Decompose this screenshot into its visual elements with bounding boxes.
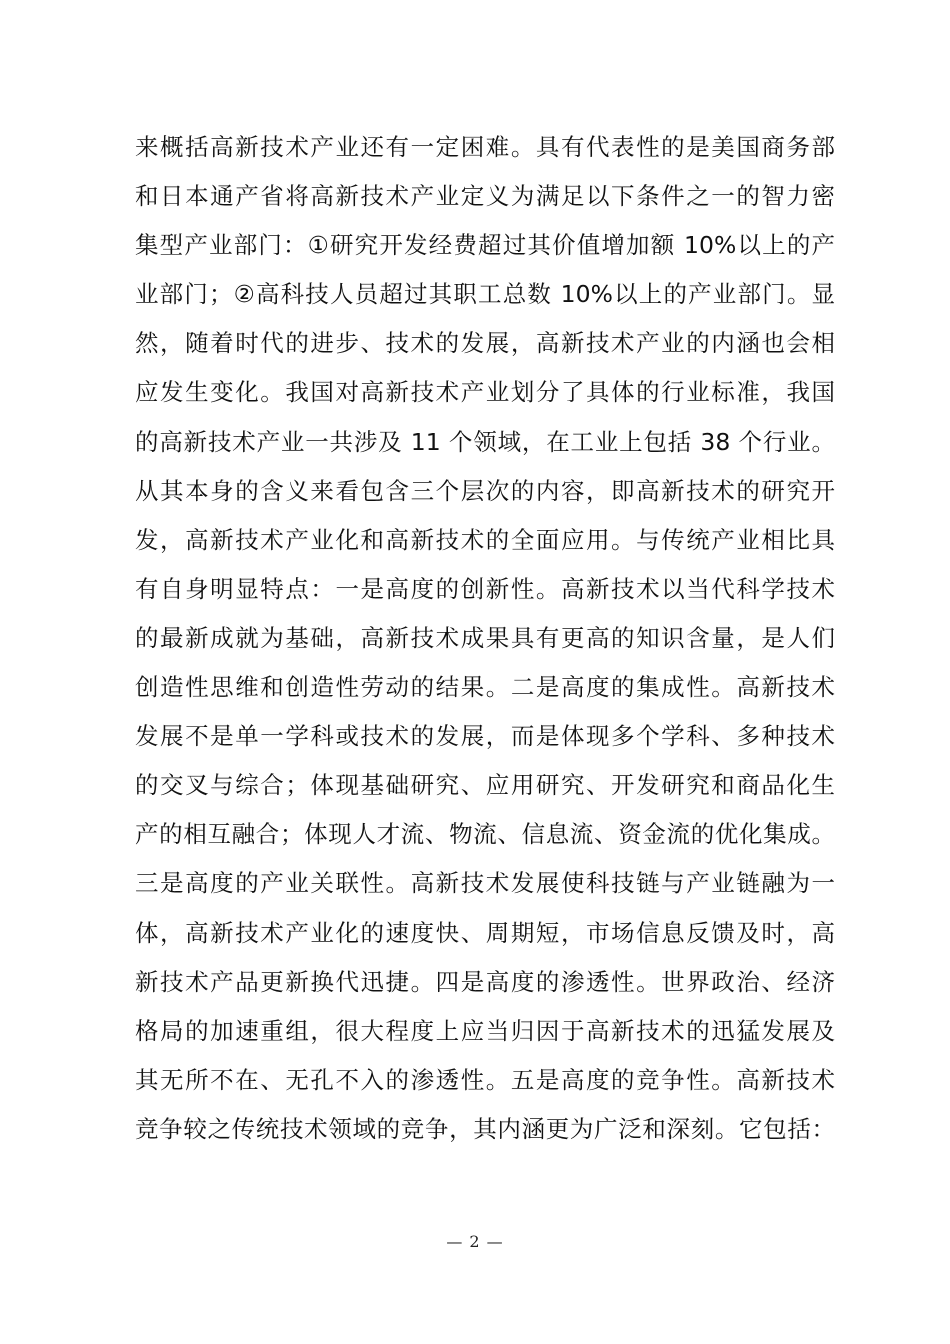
text-line-19: 格局的加速重组，很大程度上应当归因于高新技术的迅猛发展及 — [135, 1016, 835, 1045]
text-line-13: 发展不是单一学科或技术的发展，而是体现多个学科、多种技术 — [135, 722, 835, 751]
text-line-21: 竞争较之传统技术领域的竞争，其内涵更为广泛和深刻。它包括： — [135, 1114, 835, 1143]
text-line-18: 新技术产品更新换代迅捷。四是高度的渗透性。世界政治、经济 — [135, 967, 835, 996]
text-line-2: 和日本通产省将高新技术产业定义为满足以下条件之一的智力密 — [135, 182, 835, 211]
text-line-10: 有自身明显特点：一是高度的创新性。高新技术以当代科学技术 — [135, 574, 835, 603]
text-line-20: 其无所不在、无孔不入的渗透性。五是高度的竞争性。高新技术 — [135, 1065, 835, 1094]
text-line-9: 发，高新技术产业化和高新技术的全面应用。与传统产业相比具 — [135, 525, 835, 554]
text-line-6: 应发生变化。我国对高新技术产业划分了具体的行业标准，我国 — [135, 378, 835, 407]
text-line-11: 的最新成就为基础，高新技术成果具有更高的知识含量，是人们 — [135, 623, 835, 652]
text-line-16: 三是高度的产业关联性。高新技术发展使科技链与产业链融为一 — [135, 869, 835, 898]
page-number: — 2 — — [446, 1232, 504, 1251]
body-paragraph — [135, 123, 835, 1154]
text-line-7: 的高新技术产业一共涉及 11 个领域，在工业上包括 38 个行业。 — [135, 427, 835, 456]
text-line-12: 创造性思维和创造性劳动的结果。二是高度的集成性。高新技术 — [135, 673, 835, 702]
text-line-5: 然，随着时代的进步、技术的发展，高新技术产业的内涵也会相 — [135, 329, 835, 358]
text-line-8: 从其本身的含义来看包含三个层次的内容，即高新技术的研究开 — [135, 476, 835, 505]
text-line-17: 体，高新技术产业化的速度快、周期短，市场信息反馈及时，高 — [135, 918, 835, 947]
text-line-1: 来概括高新技术产业还有一定困难。具有代表性的是美国商务部 — [135, 133, 835, 161]
text-line-14: 的交叉与综合；体现基础研究、应用研究、开发研究和商品化生 — [135, 771, 835, 800]
text-line-4: 业部门；②高科技人员超过其职工总数 10%以上的产业部门。显 — [135, 280, 835, 309]
text-line-3: 集型产业部门：①研究开发经费超过其价值增加额 10%以上的产 — [135, 231, 835, 260]
text-line-15: 产的相互融合；体现人才流、物流、信息流、资金流的优化集成。 — [135, 820, 835, 849]
